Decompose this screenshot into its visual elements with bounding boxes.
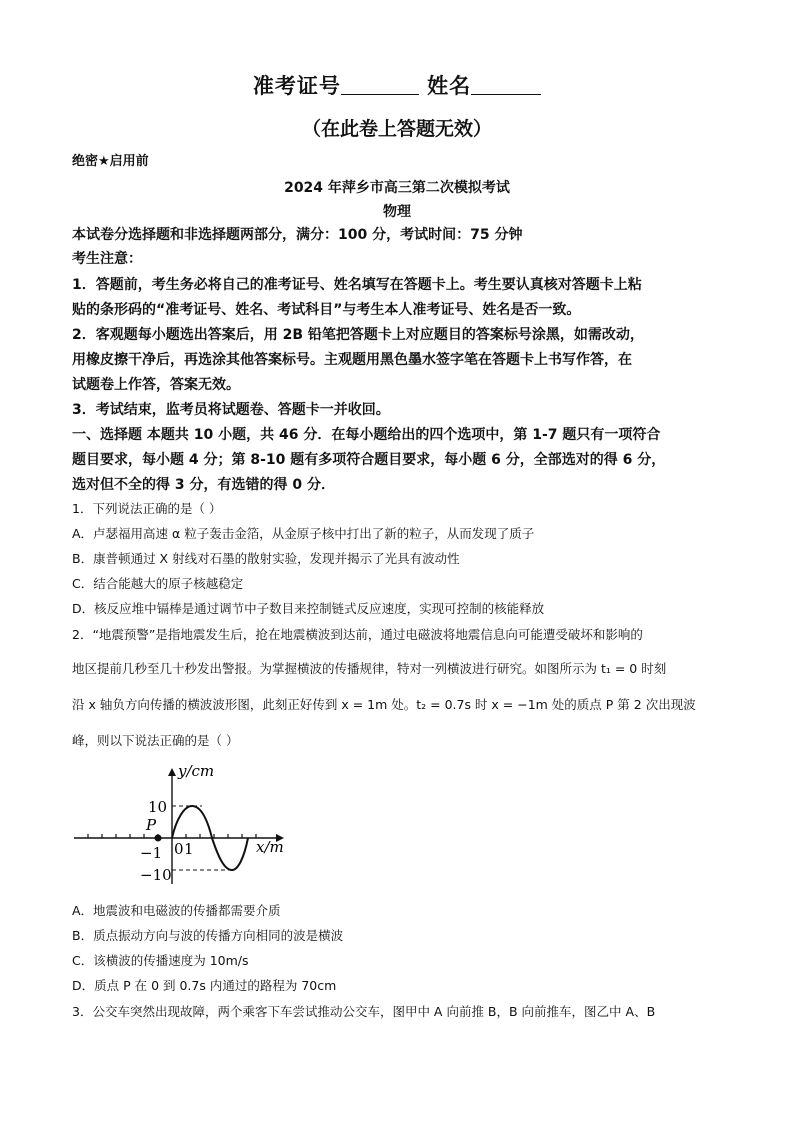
exam-id-label: 准考证号 — [252, 74, 341, 98]
q3-stem: 3．公交车突然出现故障，两个乘客下车尝试推动公交车，图甲中 A 向前推 B，B 向前推车，图乙中 A、B — [72, 1004, 656, 1019]
invalid-note: （在此卷上答题无效） — [301, 118, 492, 140]
q2-option-d: D．质点 P 在 0 到 0.7s 内通过的路程为 70cm — [72, 978, 337, 993]
q2-option-b: B．质点振动方向与波的传播方向相同的波是横波 — [72, 928, 344, 943]
candidate-info-line — [0, 70, 794, 100]
y-top-label: 10 — [148, 798, 168, 816]
name-blank[interactable] — [471, 76, 541, 95]
x-one-label: 1 — [184, 840, 194, 858]
exam-title: 2024 年萍乡市高三第二次模拟考试 — [284, 180, 510, 196]
exam-id-blank[interactable] — [341, 76, 419, 95]
q1-option-a: A．卢瑟福用高速 α 粒子轰击金箔，从金原子核中打出了新的粒子，从而发现了质子 — [72, 526, 535, 541]
notice-title: 考生注意： — [72, 251, 142, 267]
y-axis-arrow — [168, 768, 176, 776]
intro-line: 本试卷分选择题和非选择题两部分，满分：100 分，考试时间：75 分钟 — [72, 227, 523, 243]
notice-line: 试题卷上作答，答案无效。 — [72, 377, 240, 393]
secret-mark: 绝密★启用前 — [72, 154, 149, 169]
exam-subject: 物理 — [383, 204, 411, 220]
x-neg-label: −1 — [140, 844, 163, 862]
section-heading: 选对但不全的得 3 分，有选错的得 0 分． — [72, 477, 335, 493]
wave-graph-svg — [70, 758, 300, 888]
y-bottom-label: −10 — [140, 866, 172, 884]
notice-line: 用橡皮擦干净后，再选涂其他答案标号。主观题用黑色墨水签字笔在答题卡上书写作答，在 — [72, 352, 632, 368]
notice-line: 3．考试结束，监考员将试题卷、答题卡一并收回。 — [72, 402, 390, 418]
point-p-label: P — [146, 816, 157, 834]
section-heading: 一、选择题 本题共 10 小题，共 46 分．在每小题给出的四个选项中，第 1-7 题只有一项符合 — [72, 427, 661, 443]
q2-stem-line: 地区提前几秒至几十秒发出警报。为掌握横波的传播规律，特对一列横波进行研究。如图所示为 t₁ = 0 时刻 — [72, 661, 667, 676]
q2-option-c: C．该横波的传播速度为 10m/s — [72, 953, 249, 968]
q1-option-b: B．康普顿通过 X 射线对石墨的散射实验，发现并揭示了光具有波动性 — [72, 551, 460, 566]
notice-line: 贴的条形码的“准考证号、姓名、考试科目”与考生本人准考证号、姓名是否一致。 — [72, 302, 581, 318]
notice-line: 1．答题前，考生务必将自己的准考证号、姓名填写在答题卡上。考生要认真核对答题卡上粘 — [72, 277, 642, 293]
wave-graph — [70, 758, 300, 892]
q2-option-a: A．地震波和电磁波的传播都需要介质 — [72, 903, 281, 918]
q2-stem-line: 2．“地震预警”是指地震发生后，抢在地震横波到达前，通过电磁波将地震信息向可能遭受破坏和影响的 — [72, 627, 643, 642]
q2-stem-line: 沿 x 轴负方向传播的横波波形图，此刻正好传到 x = 1m 处。t₂ = 0.7s 时 x = −1m 处的质点 P 第 2 次出现波 — [72, 697, 696, 712]
notice-line: 2．客观题每小题选出答案后，用 2B 铅笔把答题卡上对应题目的答案标号涂黑，如需改动， — [72, 327, 644, 343]
section-heading: 题目要求，每小题 4 分；第 8-10 题有多项符合题目要求，每小题 6 分，全部选对的得 6 分， — [72, 452, 666, 468]
point-p — [155, 835, 162, 842]
x-origin-label: 0 — [174, 840, 184, 858]
x-axis-label: x/m — [256, 838, 284, 856]
q2-stem-line: 峰，则以下说法正确的是（ ） — [72, 733, 239, 748]
q1-stem: 1．下列说法正确的是（ ） — [72, 501, 222, 516]
y-axis-label: y/cm — [178, 762, 215, 780]
q1-option-c: C．结合能越大的原子核越稳定 — [72, 576, 244, 591]
name-label: 姓名 — [427, 74, 472, 98]
q1-option-d: D．核反应堆中镉棒是通过调节中子数目来控制链式反应速度，实现可控制的核能释放 — [72, 601, 545, 616]
